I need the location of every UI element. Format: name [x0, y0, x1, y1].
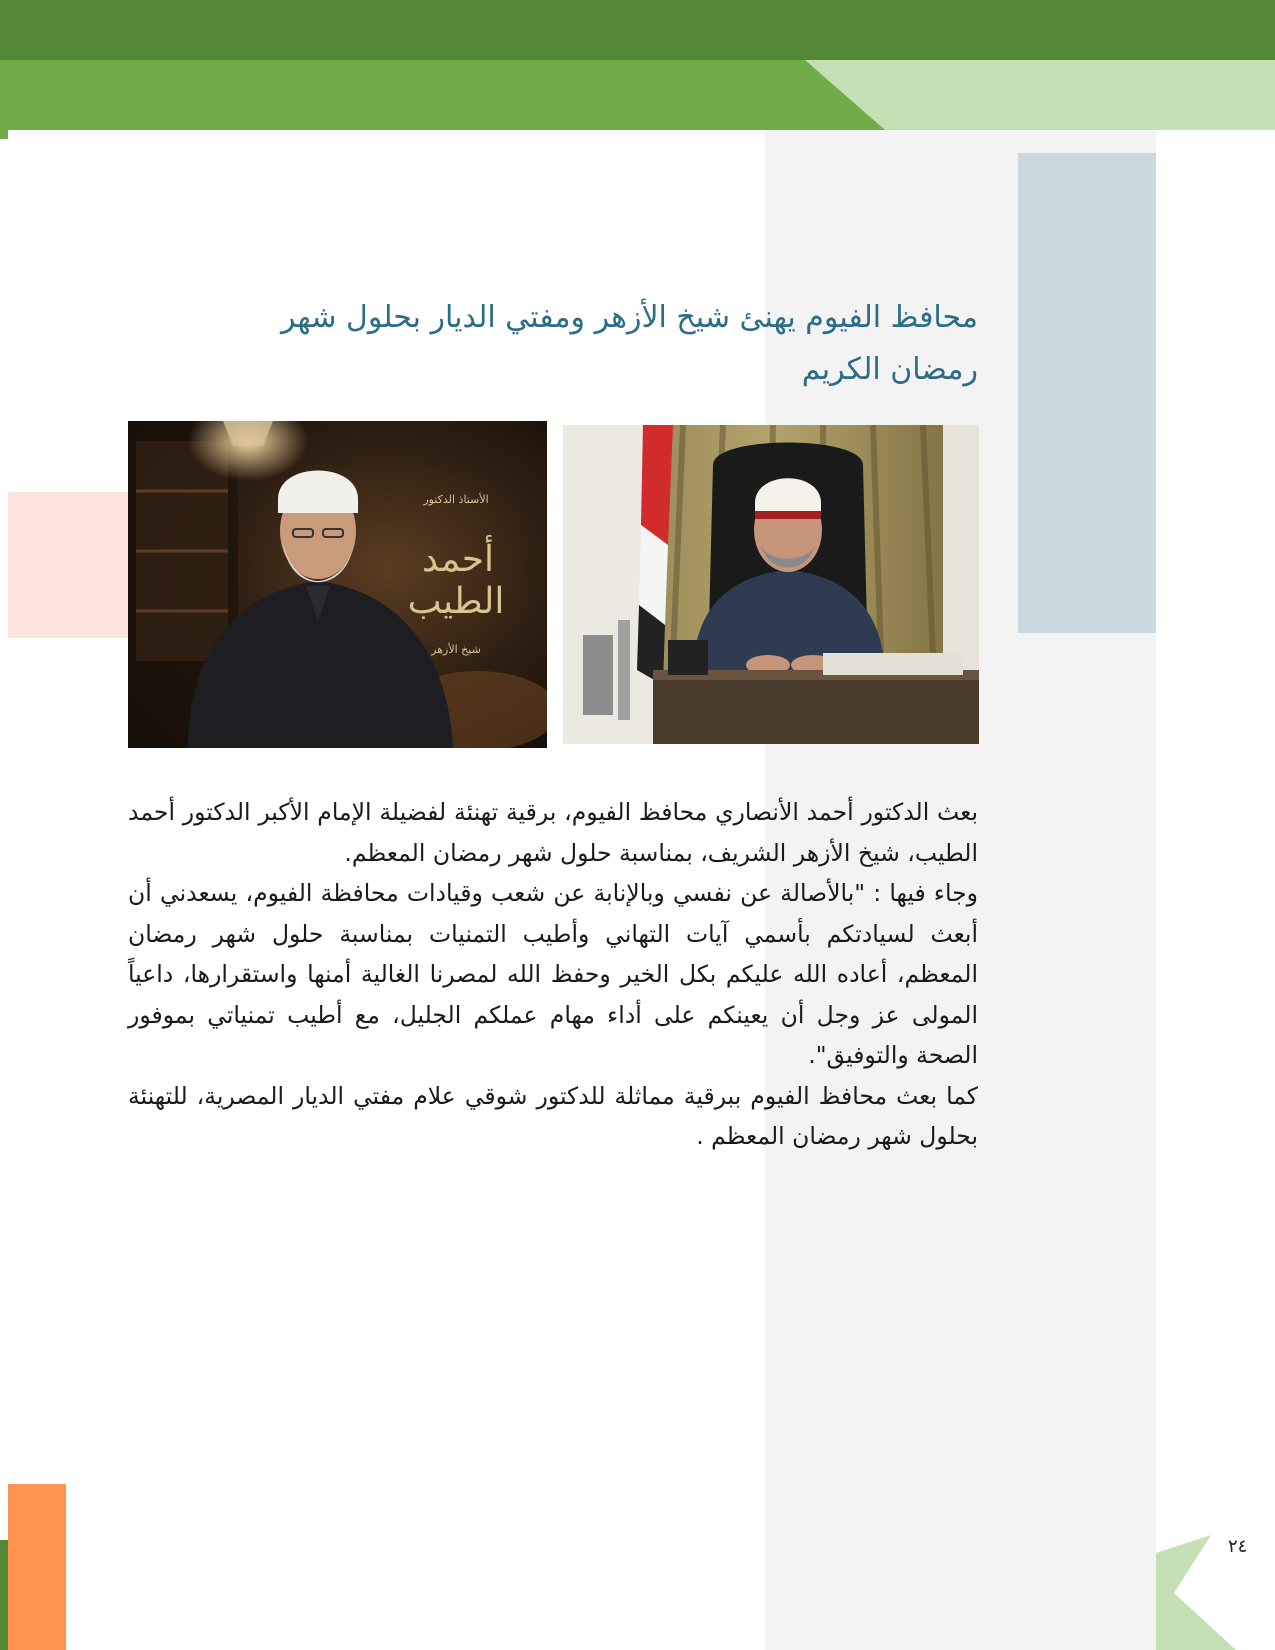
portrait-sheikh-illustration — [128, 421, 547, 748]
left-edge-accent-top — [0, 125, 8, 139]
peach-decorative-block — [8, 492, 128, 638]
orange-decorative-block — [8, 1484, 66, 1650]
article-title: محافظ الفيوم يهنئ شيخ الأزهر ومفتي الديار بحلول شهر رمضان الكريم — [280, 300, 978, 387]
page-number: ٢٤ — [1228, 1536, 1248, 1557]
left-edge-accent-bottom — [0, 1540, 8, 1650]
photo-sheikh-al-azhar — [128, 421, 547, 748]
caption-name-line1: أحمد — [422, 539, 494, 580]
article-body — [128, 792, 978, 1157]
photo-grand-mufti — [563, 425, 979, 744]
caption-role-text: شيخ الأزهر — [431, 643, 481, 656]
caption-name-line2: الطيب — [407, 581, 505, 622]
portrait-mufti-illustration — [563, 425, 979, 744]
body-paragraph-2: وجاء فيها : "بالأصالة عن نفسي وبالإنابة عن شعب وقيادات محافظة الفيوم، يسعدني أن أبعث لسيادتكم بأسمي آيات التهاني وأطيب التمنيات بمناسبة حلول شهر رمضان المعظم، أعاده الله عليكم بكل الخير وحفظ الله لمصرنا الغالية أمنها واستقرارها، داعياً المولى عز وجل أن يعينكم على أداء مهام عملكم الجليل، مع أطيب تمنياتي بموفور الصحة والتوفيق". — [128, 879, 978, 1069]
corner-chevron-icon — [1156, 1535, 1236, 1650]
body-paragraph-3: كما بعث محافظ الفيوم ببرقية مماثلة للدكتور شوقي علام مفتي الديار المصرية، للتهنئة بحلول شهر رمضان المعظم . — [128, 1081, 978, 1150]
body-paragraph-1: بعث الدكتور أحمد الأنصاري محافظ الفيوم، برقية تهنئة لفضيلة الإمام الأكبر الدكتور أحمد الطيب، شيخ الأزهر الشريف، بمناسبة حلول شهر رمضان المعظم. — [128, 798, 978, 867]
blue-decorative-panel — [1018, 153, 1156, 633]
header-bar-dark — [0, 0, 1275, 60]
caption-small-text: الأستاذ الدكتور — [423, 493, 489, 506]
